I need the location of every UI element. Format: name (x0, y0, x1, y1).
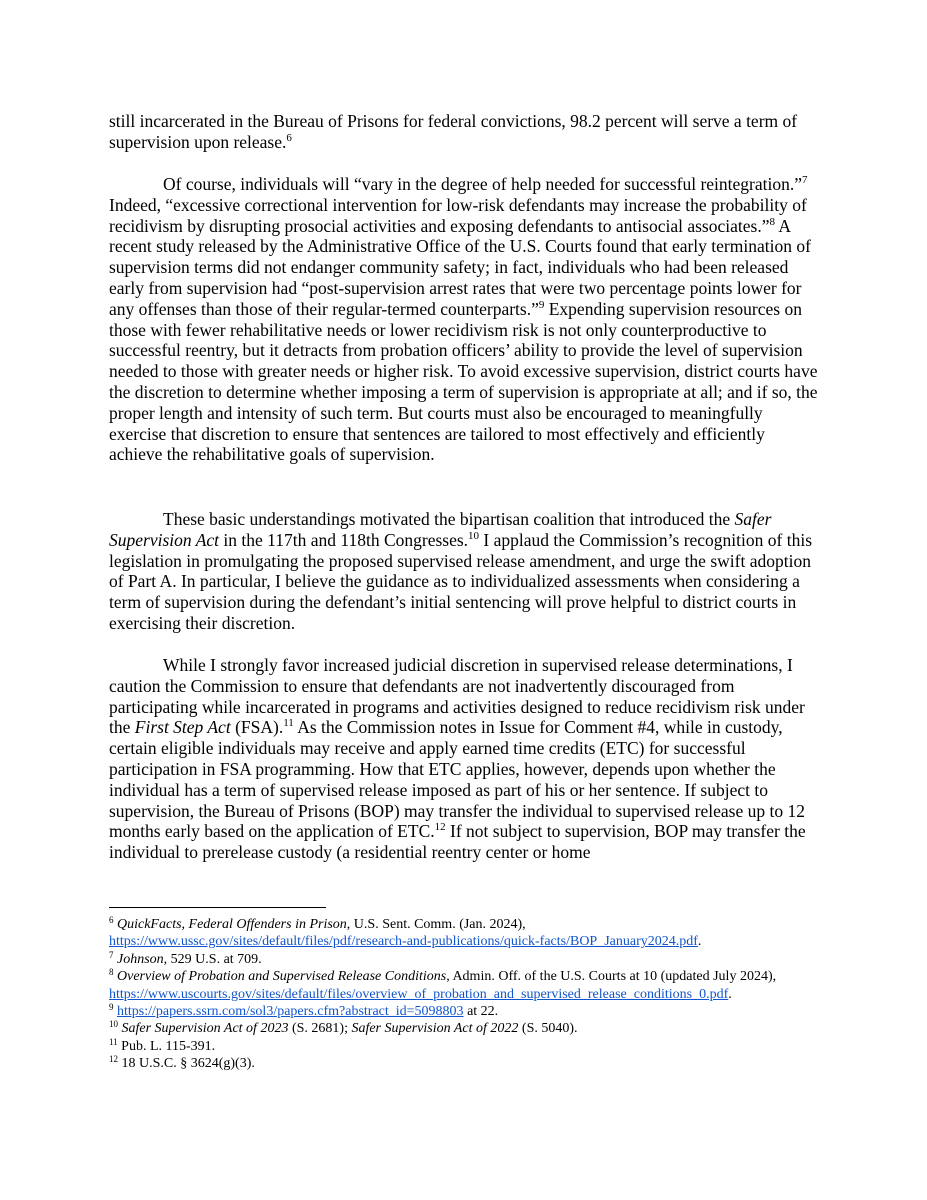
footnote-number: 8 (109, 967, 114, 978)
footnote-9 (109, 1003, 821, 1020)
footnote-number: 10 (109, 1019, 118, 1030)
footnote-7 (109, 951, 821, 968)
footnote-link[interactable]: https://www.ussc.gov/sites/default/files/pdf/research-and-publications/quick-facts/BOP_January2024.pdf (109, 934, 698, 950)
footnote-italic: Johnson (117, 951, 164, 967)
footnote-ref[interactable]: 9 (538, 298, 545, 311)
paragraph-text: Expending supervision resources on those with fewer rehabilitative needs or lower recidivism risk is not only counterproductive to successful reentry, but it detracts from probation officers’ ability to provide the level of supervision needed to those with greater needs or higher risk. To avoid excessive supervision, district courts have the discretion to determine whether imposing a term of supervision is appropriate at all; and if so, the proper length and intensity of such term. But courts must also be encouraged to meaningfully exercise that discretion to ensure that sentences are tailored to most effectively and efficiently achieve the rehabilitative goals of supervision. (109, 298, 818, 465)
footnote-ref[interactable]: 10 (468, 529, 480, 542)
footnote-text: , U.S. Sent. Comm. (Jan. 2024), (346, 917, 526, 932)
footnote-number: 6 (109, 915, 114, 925)
footnote-italic: QuickFacts, Federal Offenders in Prison (117, 917, 347, 932)
footnote-ref[interactable]: 12 (434, 821, 446, 834)
paragraph-text: These basic understandings motivated the bipartisan coalition that introduced the (163, 509, 735, 529)
paragraph-text: I applaud the Commission’s recognition of this legislation in promulgating the proposed supervised release amendment, and urge the swift adoption of Part A. In particular, I believe the guidance as to individualized assessments when considering a term of supervision during the defendant’s initial sentencing will prove helpful to district courts in exercising their discretion. (109, 529, 812, 633)
footnote-6 (109, 916, 821, 951)
footnote-italic: Safer Supervision Act of 2023 (121, 1021, 289, 1037)
footnote-italic: Safer Supervision Act of 2022 (351, 1021, 519, 1037)
footnote-text: . (728, 986, 732, 1002)
italic-title: Safer Supervision Act (109, 509, 772, 550)
footnote-text: (S. 2681); (288, 1021, 352, 1037)
paragraph-text: While I strongly favor increased judicial discretion in supervised release determinations, I caution the Commission to ensure that defendants are not inadvertently discouraged from participating while incarcerated in programs and activities designed to reduce recidivism risk under the (109, 655, 805, 738)
footnote-ref[interactable]: 7 (802, 174, 808, 186)
footnote-number: 9 (109, 1002, 114, 1013)
footnote-text: 18 U.S.C. § 3624(g)(3). (121, 1056, 255, 1072)
footnote-number: 11 (109, 1036, 118, 1047)
paragraph-text: Indeed, “excessive correctional intervention for low-risk defendants may increase the probability of recidivism by disrupting prosocial activities and exposing defendants to antisocial associates.” (109, 194, 807, 236)
paragraph-text: If not subject to supervision, BOP may transfer the individual to prerelease custody (a residential reentry center or home (109, 821, 806, 863)
footnote-text: , 529 U.S. at 709. (163, 951, 262, 967)
footnote-text: , Admin. Off. of the U.S. Courts at 10 (updated July 2024), (446, 969, 777, 985)
paragraph-continued (109, 111, 821, 153)
footnotes (109, 916, 821, 1073)
footnote-separator (109, 907, 326, 908)
footnote-number: 12 (109, 1054, 118, 1065)
paragraph-text: (FSA). (230, 717, 284, 738)
paragraph-text: As the Commission notes in Issue for Comment #4, while in custody, certain eligible individuals may receive and apply earned time credits (ETC) for successful participation in FSA programming. How that ETC applies, however, depends upon whether the individual has a term of supervised release imposed as part of his or her sentence. If subject to supervision, the Bureau of Prisons (BOP) may transfer the individual to supervised release up to 12 months early based on the application of ETC. (109, 717, 805, 842)
paragraph-text: in the 117th and 118th Congresses. (219, 529, 469, 550)
footnote-ref[interactable]: 11 (283, 717, 294, 730)
footnote-link[interactable]: https://papers.ssrn.com/sol3/papers.cfm?abstract_id=5098803 (117, 1004, 464, 1020)
footnote-italic: Overview of Probation and Supervised Release Conditions (117, 969, 447, 985)
footnote-text: at 22. (463, 1004, 499, 1020)
footnote-text: . (697, 934, 702, 950)
footnote-link[interactable]: https://www.uscourts.gov/sites/default/files/overview_of_probation_and_supervised_release_conditions_0.pdf (109, 986, 729, 1002)
paragraph-text: Of course, individuals will “vary in the degree of help needed for successful reintegration.” (163, 174, 803, 194)
footnote-text: Pub. L. 115-391. (121, 1038, 216, 1054)
italic-title: First Step Act (134, 717, 231, 738)
paragraph-safer-supervision-act (109, 509, 821, 634)
footnote-11 (109, 1038, 821, 1055)
footnote-text: (S. 5040). (518, 1021, 578, 1037)
footnote-ref[interactable]: 6 (286, 131, 292, 144)
footnote-10 (109, 1020, 821, 1037)
footnote-12 (109, 1055, 821, 1072)
paragraph-first-step-act (109, 655, 821, 863)
paragraph-text: still incarcerated in the Bureau of Prisons for federal convictions, 98.2 percent will serve a term of supervision upon release. (109, 111, 798, 152)
footnote-number: 7 (109, 949, 114, 960)
paragraph-text: A recent study released by the Administrative Office of the U.S. Courts found that early termination of supervision terms did not endanger community safety; in fact, individuals who had been released early from supervision had “post-supervision arrest rates that were two percentage points lower for any offenses than those of their regular-termed counterparts.” (109, 215, 811, 319)
footnote-8 (109, 968, 821, 1003)
footnote-ref[interactable]: 8 (769, 215, 775, 228)
paragraph-supervision-needs (109, 174, 821, 465)
